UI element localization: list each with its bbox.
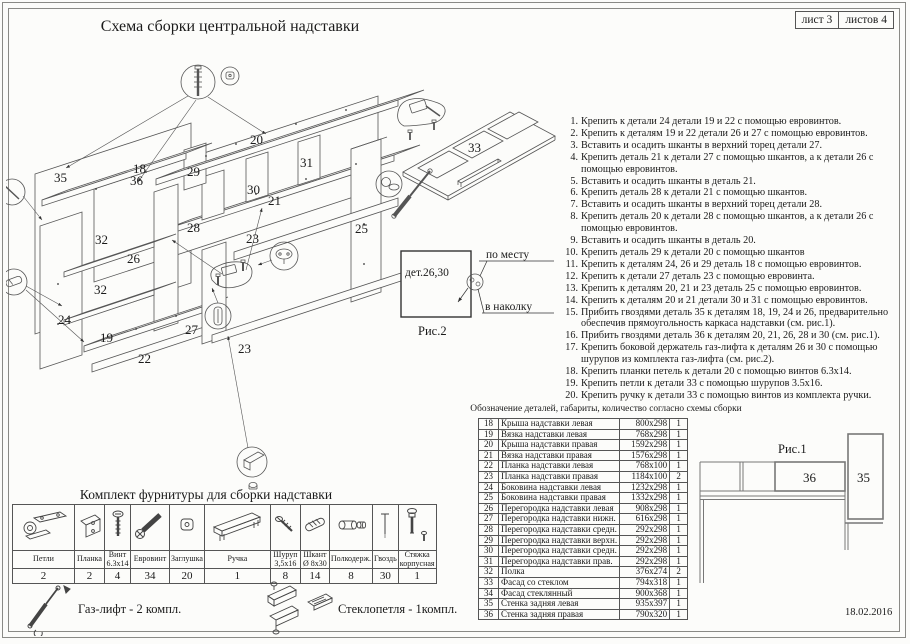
fig2 <box>401 249 554 338</box>
parts-cell: Полка <box>499 567 620 578</box>
instruction-number: 15. <box>565 306 578 318</box>
door-33 <box>403 112 555 200</box>
instruction-number: 1. <box>570 116 578 127</box>
instruction-text: Вставить и осадить шканты в деталь 20. <box>581 235 756 247</box>
gas-lift-label: Газ-лифт - 2 компл. <box>78 601 182 616</box>
instruction-number: 14. <box>565 294 578 306</box>
parts-cell: 1 <box>670 419 688 430</box>
parts-cell: 794x318 <box>620 577 670 588</box>
parts-cell: 1 <box>670 514 688 525</box>
hardware-name: Шуруп 3,5x16 <box>270 551 300 569</box>
hardware-qty: 8 <box>270 569 300 584</box>
fig1-label-35: 35 <box>857 470 870 485</box>
part-label: 21 <box>268 193 281 208</box>
instruction-item <box>557 259 901 271</box>
instruction-item <box>557 247 901 259</box>
parts-cell: 1 <box>670 588 688 599</box>
parts-cell: 25 <box>479 493 499 504</box>
sheet-number: лист 3 <box>795 11 840 29</box>
parts-cell: 18 <box>479 419 499 430</box>
instruction-number: 12. <box>565 270 578 282</box>
sheet-counter <box>795 11 894 29</box>
parts-cell: 1184x100 <box>620 471 670 482</box>
hardware-title: Комплект фурнитуры для сборки надставки <box>79 487 333 502</box>
parts-cell: 31 <box>479 556 499 567</box>
parts-cell: 1 <box>670 503 688 514</box>
part-label: 36 <box>130 173 143 188</box>
parts-table-row <box>479 450 688 461</box>
parts-cell: Стенка задняя правая <box>499 609 620 620</box>
fig1-label-36: 36 <box>803 470 816 485</box>
fig2-caption: Рис.2 <box>418 324 447 338</box>
parts-cell: 1 <box>670 577 688 588</box>
hardware-qty: 1 <box>398 569 436 584</box>
panel-26 <box>154 184 178 331</box>
instructions-list <box>557 116 901 402</box>
parts-table-caption: Обозначение деталей, габариты, количество согласно схемы сборки <box>470 404 742 414</box>
instruction-text: Крепить к деталям 24, 26 и 29 деталь 18 с помощью евровинтов. <box>581 258 862 270</box>
hardware-names-row <box>13 551 437 569</box>
parts-cell: Планка надставки правая <box>499 471 620 482</box>
instruction-number: 8. <box>570 211 578 223</box>
parts-cell: 292x298 <box>620 524 670 535</box>
shelf-holder-icon <box>332 511 370 539</box>
parts-cell: Планка надставки левая <box>499 461 620 472</box>
hinge-icon <box>16 506 72 544</box>
hardware-name: Петли <box>13 551 75 569</box>
handle-icon <box>206 505 268 545</box>
part-label: 23 <box>246 231 259 246</box>
parts-cell: Перегородка надставки прав. <box>499 556 620 567</box>
hardware-name: Заглушка <box>170 551 205 569</box>
part-label: 19 <box>100 330 113 345</box>
instruction-text: Крепить деталь 28 к детали 21 с помощью шкантов. <box>581 187 808 199</box>
hardware-qty: 20 <box>170 569 205 584</box>
hardware-qty: 14 <box>300 569 329 584</box>
parts-cell: 23 <box>479 471 499 482</box>
instruction-text: Прибить гвоздями деталь 35 к деталям 18, 19, 24 и 26, предварительно обеспечив прямоугольность каркаса надставки (см. рис.1). <box>581 306 889 330</box>
part-label: 18 <box>133 161 146 176</box>
parts-cell: 292x298 <box>620 556 670 567</box>
instruction-text: Крепить к деталям 19 и 22 детали 26 и 27 с помощью евровинтов. <box>581 127 868 139</box>
instruction-number: 4. <box>570 151 578 163</box>
part-label: 32 <box>94 282 107 297</box>
parts-table-row <box>479 419 688 430</box>
euroscrew-detail-callout <box>181 65 215 99</box>
hardware-extras <box>12 580 532 638</box>
hardware-qty: 34 <box>131 569 170 584</box>
hardware-name: Гвоздь <box>372 551 398 569</box>
parts-cell: 1 <box>670 609 688 620</box>
hardware-name: Евровинт <box>131 551 170 569</box>
fig1 <box>695 428 905 595</box>
parts-cell: 1 <box>670 440 688 451</box>
instruction-number: 5. <box>570 175 578 187</box>
parts-cell: 35 <box>479 599 499 610</box>
instruction-text: Крепить к детали 27 деталь 23 с помощью евровинта. <box>581 270 815 282</box>
panel-23-lower <box>212 272 404 343</box>
instruction-item <box>557 390 901 402</box>
parts-table-row <box>479 567 688 578</box>
parts-cell: 32 <box>479 567 499 578</box>
instruction-text: Крепить ручку к детали 33 с помощью винтов из комплекта ручки. <box>581 389 872 401</box>
parts-cell: 36 <box>479 609 499 620</box>
glass-hinge-label: Стеклопетля - 1компл. <box>338 601 458 616</box>
instruction-text: Крепить деталь 29 к детали 20 с помощью шкантов <box>581 246 805 258</box>
parts-cell: 1 <box>670 546 688 557</box>
parts-table-row <box>479 514 688 525</box>
part-label: 25 <box>355 221 368 236</box>
instruction-text: Крепить деталь 21 к детали 27 с помощью шкантов, а к детали 26 с помощью евровинтов. <box>581 151 874 175</box>
tie-detail-callout <box>237 447 267 489</box>
assembly-drawing <box>6 44 560 496</box>
parts-cell: Вязка надставки левая <box>499 429 620 440</box>
instruction-number: 13. <box>565 282 578 294</box>
instruction-item <box>557 235 901 247</box>
gas-lift-extra <box>20 582 181 636</box>
cap-detail-callout <box>221 67 239 85</box>
hinge-plate-detail-callout <box>270 242 298 270</box>
parts-table-row <box>479 535 688 546</box>
gas-lift-icon <box>20 582 78 636</box>
parts-cell: 28 <box>479 524 499 535</box>
parts-cell: 1332x298 <box>620 493 670 504</box>
parts-cell: Крыша надставки левая <box>499 419 620 430</box>
parts-cell: 20 <box>479 440 499 451</box>
parts-cell: 800x298 <box>620 419 670 430</box>
part-label: 26 <box>127 251 140 266</box>
dowel-icon <box>302 510 328 540</box>
instruction-number: 9. <box>570 235 578 247</box>
hardware-name: Стяжка корпусная <box>399 550 435 568</box>
hardware-name: Шкант Ø 8x30 <box>300 551 329 569</box>
parts-cell: Боковина надставки правая <box>499 493 620 504</box>
hardware-qty: 2 <box>75 569 105 584</box>
hardware-name: Полкодерж. <box>329 551 372 569</box>
parts-cell: 1 <box>670 461 688 472</box>
fig2-note-top: по месту <box>486 249 530 261</box>
parts-cell: 1 <box>670 556 688 567</box>
parts-cell: 1592x298 <box>620 440 670 451</box>
parts-cell: 1 <box>670 535 688 546</box>
hardware-qty: 2 <box>13 569 75 584</box>
instruction-item <box>557 116 901 128</box>
parts-cell: 376x274 <box>620 567 670 578</box>
parts-cell: Фасад со стеклом <box>499 577 620 588</box>
instruction-text: Крепить петли к детали 33 с помощью шурупов 3.5x16. <box>581 377 823 389</box>
parts-table-row <box>479 461 688 472</box>
instruction-text: Крепить планки петель к детали 20 с помощью винтов 6.3x14. <box>581 366 852 378</box>
parts-table-row <box>479 556 688 567</box>
part-label: 20 <box>250 132 263 147</box>
glass-hinge-icon <box>260 580 338 638</box>
instruction-item <box>557 283 901 295</box>
parts-cell: Перегородка надставки средн. <box>499 524 620 535</box>
instruction-item <box>557 307 901 331</box>
instruction-text: Вставить и осадить шканты в деталь 21. <box>581 175 756 187</box>
parts-cell: 935x397 <box>620 599 670 610</box>
hardware-qty: 1 <box>204 569 270 584</box>
plate-icon <box>77 509 103 541</box>
instruction-text: Крепить боковой держатель газ-лифта к деталям 26 и 30 с помощью шурупов из комплекта газ-лифта (см. рис.2). <box>581 342 878 366</box>
parts-cell: 1 <box>670 599 688 610</box>
instruction-item <box>557 128 901 140</box>
part-label: 23 <box>238 341 251 356</box>
instruction-item <box>557 140 901 152</box>
parts-cell: 34 <box>479 588 499 599</box>
part-label: 22 <box>138 351 151 366</box>
dowel-detail-callout <box>6 269 27 295</box>
hardware-qty: 8 <box>329 569 372 584</box>
parts-cell: Стенка задняя левая <box>499 599 620 610</box>
hardware-name: Планка <box>75 551 105 569</box>
instruction-text: Вставить и осадить шканты в верхний торец детали 27. <box>581 139 823 151</box>
parts-table-row <box>479 482 688 493</box>
instruction-number: 20. <box>565 389 578 401</box>
instruction-item <box>557 176 901 188</box>
bolt-icon <box>107 508 129 542</box>
parts-table-row <box>479 546 688 557</box>
hardware-table <box>12 504 437 584</box>
instruction-item <box>557 187 901 199</box>
nail-detail-callout <box>6 179 25 205</box>
part-label: 30 <box>247 182 260 197</box>
euroscrew-icon <box>132 507 168 543</box>
hardware-icons-row <box>13 505 437 551</box>
parts-table-row <box>479 493 688 504</box>
part-label: 28 <box>187 220 200 235</box>
instruction-text: Крепить деталь 20 к детали 28 с помощью шкантов, а к детали 26 с помощью евровинтов. <box>581 211 874 235</box>
cap-icon <box>174 512 200 538</box>
part-label: 24 <box>58 312 71 327</box>
instruction-item <box>557 199 901 211</box>
parts-cell: 22 <box>479 461 499 472</box>
instruction-text: Крепить к деталям 20 и 21 детали 30 и 31 с помощью евровинтов. <box>581 294 868 306</box>
nail-icon <box>377 508 393 542</box>
parts-table-row <box>479 471 688 482</box>
instruction-number: 16. <box>565 330 578 342</box>
parts-cell: Боковина надставки левая <box>499 482 620 493</box>
parts-cell: Перегородка надставки левая <box>499 503 620 514</box>
instruction-text: Прибить гвоздями деталь 36 к деталям 20, 21, 26, 28 и 30 (см. рис.1). <box>581 330 880 342</box>
instruction-number: 2. <box>570 127 578 139</box>
instruction-item <box>557 271 901 283</box>
part-label: 33 <box>468 140 481 155</box>
glass-hinge-extra <box>260 580 457 638</box>
instruction-text: Вставить и осадить шканты в верхний торец детали 28. <box>581 199 823 211</box>
parts-cell: 900x368 <box>620 588 670 599</box>
parts-cell: 29 <box>479 535 499 546</box>
parts-cell: Перегородка надставки верхн. <box>499 535 620 546</box>
panel-24 <box>40 212 82 369</box>
parts-cell: Перегородка надставки нижн. <box>499 514 620 525</box>
instruction-number: 6. <box>570 187 578 199</box>
instruction-item <box>557 378 901 390</box>
instruction-number: 19. <box>565 377 578 389</box>
parts-table-row <box>479 429 688 440</box>
parts-cell: 292x298 <box>620 535 670 546</box>
gas-lift-arm-detail-callout <box>398 99 446 141</box>
parts-cell: 1 <box>670 429 688 440</box>
fig1-caption: Рис.1 <box>778 442 807 456</box>
parts-cell: Вязка надставки правая <box>499 450 620 461</box>
instruction-item <box>557 211 901 235</box>
parts-cell: 1 <box>670 524 688 535</box>
parts-cell: 26 <box>479 503 499 514</box>
parts-cell: 1 <box>670 450 688 461</box>
tie-icon <box>402 505 432 545</box>
parts-cell: 33 <box>479 577 499 588</box>
part-label: 27 <box>185 322 198 337</box>
parts-cell: 21 <box>479 450 499 461</box>
instruction-text: Крепить к деталям 20, 21 и 23 деталь 25 с помощью евровинтов. <box>581 282 862 294</box>
instruction-item <box>557 152 901 176</box>
parts-cell: Крыша надставки правая <box>499 440 620 451</box>
parts-cell: 1576x298 <box>620 450 670 461</box>
parts-cell: 1 <box>670 482 688 493</box>
hardware-name: Винт 6.3x14 <box>106 550 129 568</box>
instruction-item <box>557 342 901 366</box>
sheets-total: листов 4 <box>839 11 894 29</box>
parts-cell: 2 <box>670 471 688 482</box>
parts-cell: 616x298 <box>620 514 670 525</box>
page-title: Схема сборки центральной надставки <box>100 18 360 35</box>
instruction-number: 18. <box>565 366 578 378</box>
instruction-number: 17. <box>565 342 578 354</box>
instruction-item <box>557 330 901 342</box>
fig2-note-bottom: в наколку <box>485 301 533 313</box>
instruction-number: 10. <box>565 246 578 258</box>
part-label: 32 <box>95 232 108 247</box>
parts-cell: 30 <box>479 546 499 557</box>
parts-cell: Перегородка надставки средн. <box>499 546 620 557</box>
instruction-text: Крепить к детали 24 детали 19 и 22 с помощью евровинтов. <box>581 116 842 127</box>
parts-table-row <box>479 524 688 535</box>
parts-table-row <box>479 440 688 451</box>
parts-cell: 768x298 <box>620 429 670 440</box>
parts-cell: 1232x298 <box>620 482 670 493</box>
hardware-qty: 30 <box>372 569 398 584</box>
parts-cell: 790x320 <box>620 609 670 620</box>
parts-cell: 292x298 <box>620 546 670 557</box>
fig2-box-label: дет.26,30 <box>405 267 449 279</box>
instruction-number: 3. <box>570 139 578 151</box>
hardware-qty: 4 <box>105 569 131 584</box>
part-label: 29 <box>187 164 200 179</box>
parts-cell: 19 <box>479 429 499 440</box>
parts-cell: 768x100 <box>620 461 670 472</box>
instruction-item <box>557 366 901 378</box>
parts-cell: 24 <box>479 482 499 493</box>
instruction-number: 11. <box>565 258 578 270</box>
parts-cell: 1 <box>670 493 688 504</box>
screw-icon <box>272 510 298 540</box>
parts-cell: 908x298 <box>620 503 670 514</box>
date-stamp: 18.02.2016 <box>845 607 893 618</box>
parts-table-row <box>479 503 688 514</box>
parts-cell: 27 <box>479 514 499 525</box>
part-label: 35 <box>54 170 67 185</box>
instruction-number: 7. <box>570 199 578 211</box>
parts-cell: Фасад стеклянный <box>499 588 620 599</box>
hardware-name: Ручка <box>204 551 270 569</box>
parts-cell: 2 <box>670 567 688 578</box>
instruction-item <box>557 295 901 307</box>
part-label: 31 <box>300 155 313 170</box>
